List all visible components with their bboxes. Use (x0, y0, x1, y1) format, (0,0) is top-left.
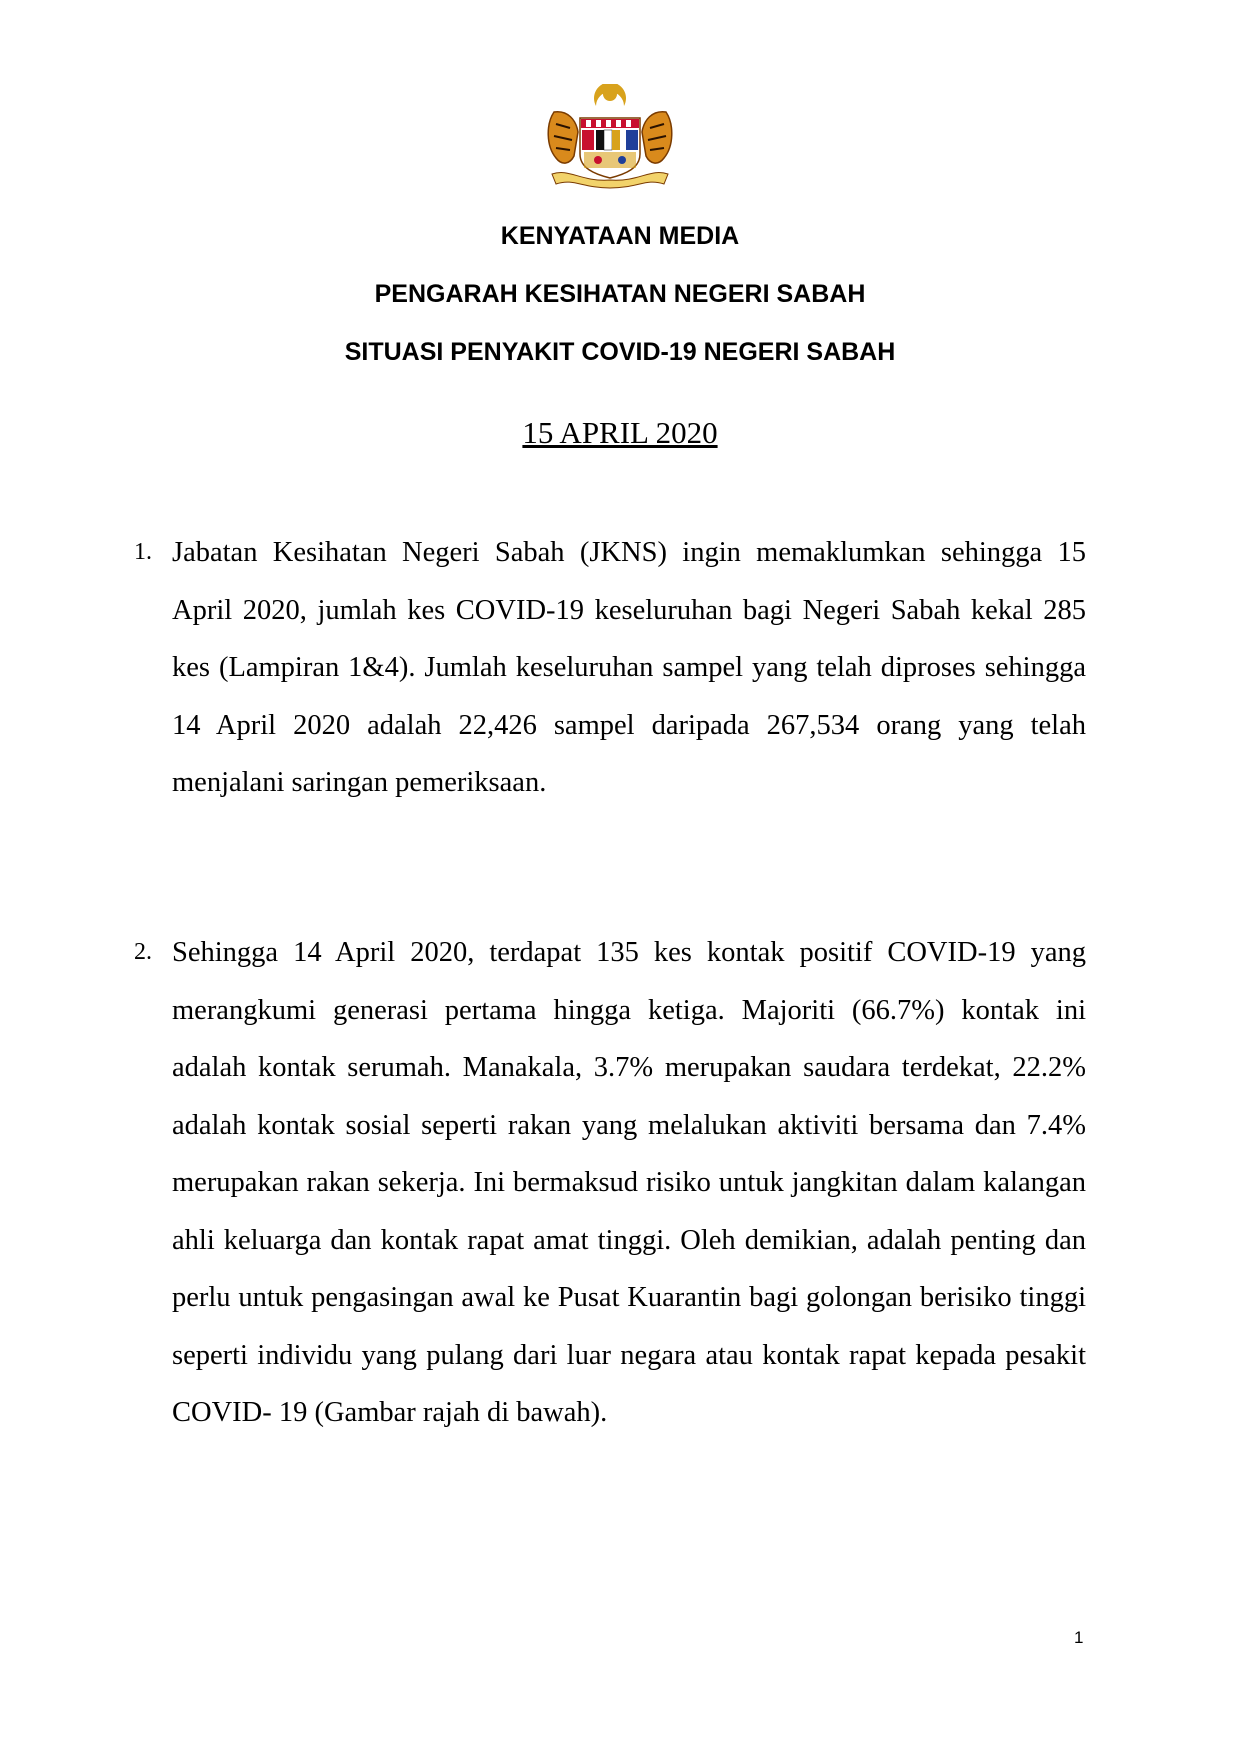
page-number: 1 (1074, 1628, 1084, 1647)
statement-date: 15 APRIL 2020 (522, 415, 718, 450)
malaysia-coat-of-arms-icon (540, 84, 680, 190)
paragraph-1: Jabatan Kesihatan Negeri Sabah (JKNS) ingin memaklumkan sehingga 15 April 2020, jumlah kes COVID-19 keseluruhan bagi Negeri Sabah kekal 285 kes (Lampiran 1&4). Jumlah keseluruhan sampel yang telah diproses sehingga 14 April 2020 adalah 22,426 sampel daripada 267,534 orang yang telah menjalani saringan pemeriksaan. (172, 537, 1086, 798)
situation-heading: SITUASI PENYAKIT COVID-19 NEGERI SABAH (344, 338, 896, 366)
paragraph-2: Sehingga 14 April 2020, terdapat 135 kes kontak positif COVID-19 yang merangkumi generasi pertama hingga ketiga. Majoriti (66.7%) kontak ini adalah kontak serumah. Manakala, 3.7% merupakan saudara terdekat, 22.2% adalah kontak sosial seperti rakan yang melalukan aktiviti bersama dan 7.4% merupakan rakan sekerja. Ini bermaksud risiko untuk jangkitan dalam kalangan ahli keluarga dan kontak rapat amat tinggi. Oleh demikian, adalah penting dan perlu untuk pengasingan awal ke Pusat Kuarantin bagi golongan berisiko tinggi seperti individu yang pulang dari luar negara atau kontak rapat kepada pesakit COVID- 19 (Gambar rajah di bawah). (172, 937, 1086, 1428)
paragraph-number: 2. (134, 939, 152, 965)
director-heading: PENGARAH KESIHATAN NEGERI SABAH (374, 280, 866, 308)
media-statement-heading: KENYATAAN MEDIA (500, 222, 740, 250)
paragraph-number: 1. (134, 539, 152, 565)
